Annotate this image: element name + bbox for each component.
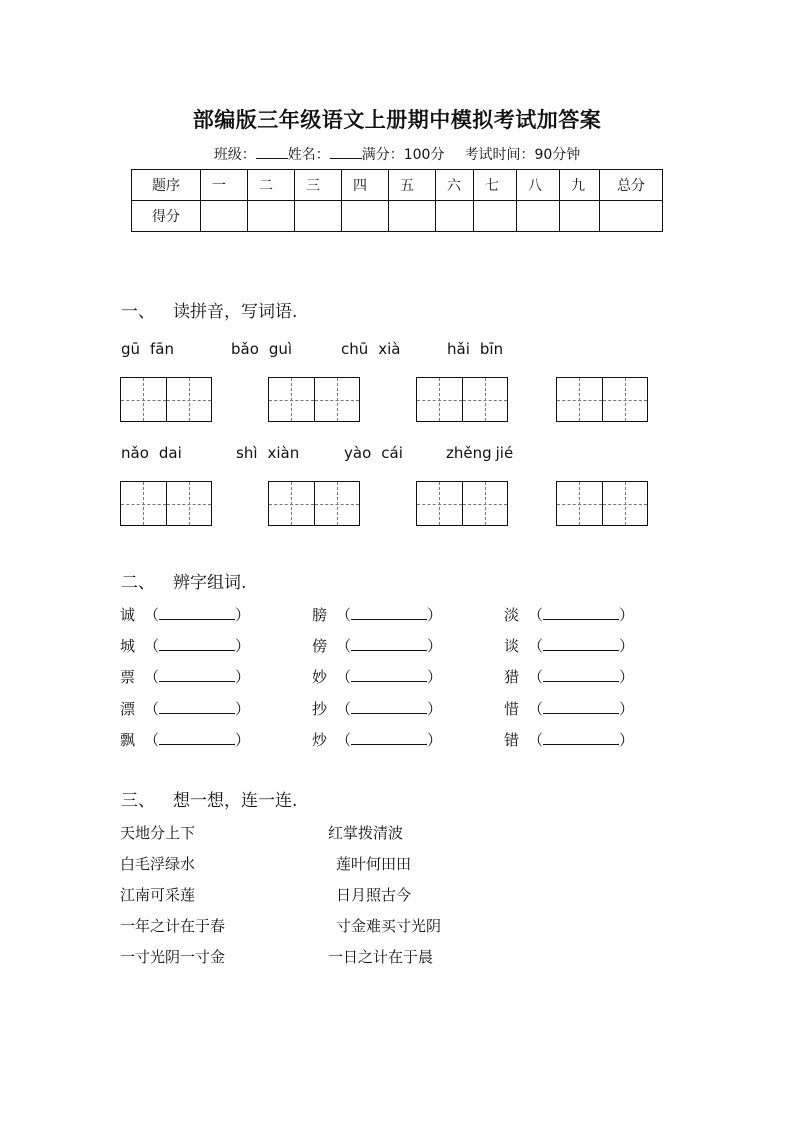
word-formation-item: 诚 （ ） [120, 606, 251, 624]
answer-blank[interactable] [543, 669, 619, 682]
pinyin-syllable: hǎi [447, 340, 470, 358]
section-2-number: 二、 [121, 573, 155, 593]
section-3-title: 想一想，连一连. [173, 791, 298, 811]
pinyin-syllable: jié [495, 444, 514, 462]
score-table-score-row [132, 201, 663, 232]
answer-blank[interactable] [159, 638, 235, 651]
pinyin-group [344, 444, 413, 462]
word-formation-item: 飘 （ ） [120, 731, 251, 749]
pinyin-syllable: gū [121, 340, 141, 358]
score-header-cell: 一 [201, 170, 248, 201]
word-formation-item: 膀 （ ） [312, 606, 443, 624]
score-header-cell: 总分 [600, 170, 663, 201]
pinyin-syllable: chū [341, 340, 369, 358]
word-formation-item: 漂 （ ） [120, 700, 251, 718]
match-left-item[interactable]: 一寸光阴一寸金 [120, 948, 226, 966]
writing-grid[interactable] [556, 377, 648, 422]
section-2-heading [121, 568, 246, 593]
section-2-title: 辨字组词. [173, 573, 247, 593]
score-header-cell: 七 [474, 170, 517, 201]
answer-blank[interactable] [159, 607, 235, 620]
score-header-cell: 二 [248, 170, 295, 201]
writing-grid[interactable] [416, 481, 508, 526]
word-formation-item: 傍 （ ） [312, 637, 443, 655]
answer-blank[interactable] [351, 638, 427, 651]
pinyin-syllable: xiàn [267, 444, 300, 462]
writing-grid[interactable] [556, 481, 648, 526]
writing-grid[interactable] [268, 377, 360, 422]
target-character: 诚 [120, 606, 136, 624]
match-right-item[interactable]: 莲叶何田田 [336, 855, 412, 873]
answer-blank[interactable] [543, 638, 619, 651]
full-score: 满分：100分 [361, 147, 445, 163]
word-formation-item: 猎 （ ） [504, 668, 635, 686]
match-right-item[interactable]: 红掌拨清波 [328, 824, 404, 842]
target-character: 抄 [312, 700, 328, 718]
name-blank[interactable] [330, 146, 362, 159]
match-left-item[interactable]: 天地分上下 [120, 824, 196, 842]
answer-blank[interactable] [159, 701, 235, 714]
pinyin-syllable: shì [236, 444, 258, 462]
pinyin-syllable: guì [268, 340, 293, 358]
score-table [131, 169, 663, 232]
name-label: 姓名： [287, 147, 330, 163]
score-header-cell: 五 [389, 170, 436, 201]
target-character: 膀 [312, 606, 328, 624]
target-character: 傍 [312, 637, 328, 655]
class-label: 班级： [213, 147, 256, 163]
pinyin-syllable: nǎo [121, 444, 149, 462]
word-formation-item: 妙 （ ） [312, 668, 443, 686]
word-formation-item: 惜 （ ） [504, 700, 635, 718]
section-1-title: 读拼音，写词语. [173, 302, 298, 322]
score-header-cell: 六 [436, 170, 474, 201]
pinyin-syllable: xià [378, 340, 401, 358]
pinyin-syllable: cái [381, 444, 403, 462]
word-formation-item: 票 （ ） [120, 668, 251, 686]
answer-blank[interactable] [159, 669, 235, 682]
answer-blank[interactable] [159, 732, 235, 745]
score-cell[interactable] [248, 201, 295, 232]
writing-grid[interactable] [120, 377, 212, 422]
match-left-item[interactable]: 白毛浮绿水 [120, 855, 196, 873]
target-character: 妙 [312, 668, 328, 686]
score-cell[interactable] [474, 201, 517, 232]
pinyin-group [121, 444, 192, 462]
target-character: 错 [504, 731, 520, 749]
exam-time: 考试时间：90分钟 [464, 147, 581, 163]
pinyin-syllable: zhěng [446, 444, 492, 462]
target-character: 淡 [504, 606, 520, 624]
target-character: 城 [120, 637, 136, 655]
target-character: 猎 [504, 668, 520, 686]
target-character: 惜 [504, 700, 520, 718]
pinyin-group [446, 444, 523, 462]
score-header-cell: 九 [560, 170, 600, 201]
score-cell[interactable] [201, 201, 248, 232]
target-character: 飘 [120, 731, 136, 749]
word-formation-item: 错 （ ） [504, 731, 635, 749]
pinyin-syllable: bīn [479, 340, 504, 358]
answer-blank[interactable] [543, 701, 619, 714]
score-cell[interactable] [436, 201, 474, 232]
score-header-cell: 八 [517, 170, 560, 201]
score-cell[interactable] [342, 201, 389, 232]
score-header-cell: 三 [295, 170, 342, 201]
section-3-heading [121, 786, 297, 811]
pinyin-group [341, 340, 411, 358]
pinyin-syllable: dai [158, 444, 182, 462]
writing-grid[interactable] [120, 481, 212, 526]
match-left-item[interactable]: 江南可采莲 [120, 886, 196, 904]
answer-blank[interactable] [351, 732, 427, 745]
class-blank[interactable] [256, 146, 288, 159]
target-character: 票 [120, 668, 136, 686]
word-formation-item: 淡 （ ） [504, 606, 635, 624]
word-formation-item: 城 （ ） [120, 637, 251, 655]
score-cell[interactable] [600, 201, 663, 232]
pinyin-group [121, 340, 184, 358]
word-formation-item: 炒 （ ） [312, 731, 443, 749]
pinyin-syllable: bǎo [231, 340, 259, 358]
writing-grid[interactable] [416, 377, 508, 422]
score-row-label: 得分 [132, 201, 201, 232]
target-character: 谈 [504, 637, 520, 655]
page-title: 部编版三年级语文上册期中模拟考试加答案 [192, 108, 602, 132]
score-cell[interactable] [560, 201, 600, 232]
target-character: 炒 [312, 731, 328, 749]
pinyin-group [447, 340, 513, 358]
match-right-item[interactable]: 日月照古今 [336, 886, 412, 904]
answer-blank[interactable] [351, 607, 427, 620]
answer-blank[interactable] [351, 669, 427, 682]
pinyin-syllable: yào [344, 444, 372, 462]
section-1-number: 一、 [121, 302, 155, 322]
target-character: 漂 [120, 700, 136, 718]
pinyin-group [236, 444, 309, 462]
score-table-header-row [132, 170, 663, 201]
score-cell[interactable] [517, 201, 560, 232]
pinyin-group [231, 340, 302, 358]
writing-grid[interactable] [268, 481, 360, 526]
word-formation-item: 抄 （ ） [312, 700, 443, 718]
pinyin-syllable: fān [150, 340, 175, 358]
score-cell[interactable] [295, 201, 342, 232]
exam-info-line [0, 144, 794, 164]
match-right-item[interactable]: 一日之计在于晨 [328, 948, 434, 966]
score-header-cell: 四 [342, 170, 389, 201]
section-1-heading [121, 297, 297, 322]
match-right-item[interactable]: 寸金难买寸光阴 [336, 917, 442, 935]
score-header-cell: 题序 [132, 170, 201, 201]
answer-blank[interactable] [351, 701, 427, 714]
answer-blank[interactable] [543, 607, 619, 620]
score-cell[interactable] [389, 201, 436, 232]
section-3-number: 三、 [121, 791, 155, 811]
answer-blank[interactable] [543, 732, 619, 745]
word-formation-item: 谈 （ ） [504, 637, 635, 655]
match-left-item[interactable]: 一年之计在于春 [120, 917, 226, 935]
